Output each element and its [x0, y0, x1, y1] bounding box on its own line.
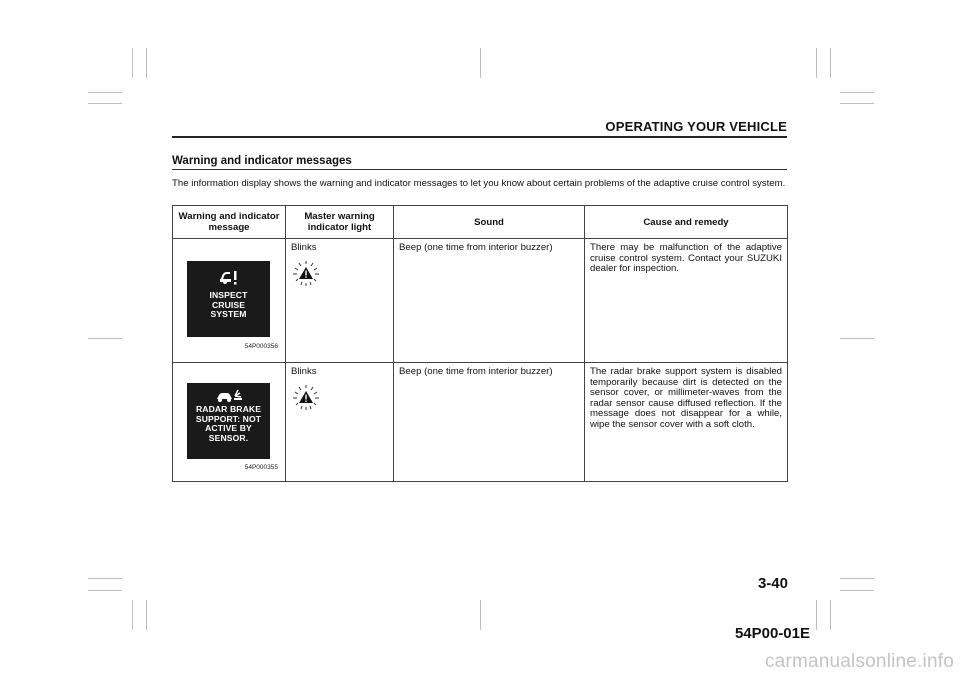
document-code: 54P00-01E — [734, 625, 810, 642]
sound-cell: Beep (one time from interior buzzer) — [394, 239, 585, 363]
column-header-remedy: Cause and remedy — [585, 206, 788, 239]
remedy-cell: The radar brake support system is disabled temporarily because dirt is detected on the sensor cover, or millimeter-waves from the radar sensor cause diffused reflection. If the message does not disappear for a while, wipe the sensor cover with a soft cloth. — [585, 363, 788, 482]
display-line: SUPPORT: NOT — [195, 413, 262, 424]
intro-paragraph: The information display shows the warning and indicator messages to let you know about certain problems of the adaptive cruise control system. — [172, 178, 786, 189]
display-line: RADAR BRAKE — [195, 404, 262, 414]
light-cell — [286, 239, 394, 363]
column-header-sound: Sound — [394, 206, 585, 239]
watermark: carmanualsonline.info — [764, 651, 954, 672]
page-number: 3-40 — [757, 575, 788, 592]
display-line: CRUISE — [211, 299, 246, 310]
section-rule — [172, 169, 787, 170]
display-line: SYSTEM — [210, 309, 247, 319]
sound-cell: Beep (one time from interior buzzer) — [394, 363, 585, 482]
image-code: 54P000355 — [244, 464, 278, 471]
image-code: 54P000356 — [244, 343, 278, 350]
master-warning-blink-icon — [291, 383, 321, 411]
display-line: INSPECT — [209, 290, 248, 300]
light-cell — [286, 363, 394, 482]
column-header-light: Master warning indicator light — [286, 206, 394, 239]
header-rule — [172, 136, 787, 138]
radar-brake-icon — [215, 387, 243, 403]
warning-messages-table — [172, 205, 788, 482]
table-header-row — [173, 206, 788, 239]
display-line: SENSOR. — [208, 432, 249, 443]
light-status: Blinks — [291, 242, 317, 253]
table-row — [173, 239, 788, 363]
master-warning-blink-icon — [291, 259, 321, 287]
running-header: OPERATING YOUR VEHICLE — [605, 119, 787, 134]
inspect-cruise-display — [187, 261, 270, 337]
message-image-cell — [173, 239, 286, 363]
message-image-cell — [173, 363, 286, 482]
radar-brake-display — [187, 383, 270, 459]
section-title: Warning and indicator messages — [172, 155, 352, 167]
table-row — [173, 363, 788, 482]
column-header-message: Warning and indicator message — [173, 206, 286, 239]
cruise-warning-icon — [218, 268, 240, 288]
remedy-cell: There may be malfunction of the adaptive cruise control system. Contact your SUZUKI dealer for inspection. — [585, 239, 788, 363]
light-status: Blinks — [291, 366, 317, 377]
display-line: ACTIVE BY — [205, 423, 252, 433]
